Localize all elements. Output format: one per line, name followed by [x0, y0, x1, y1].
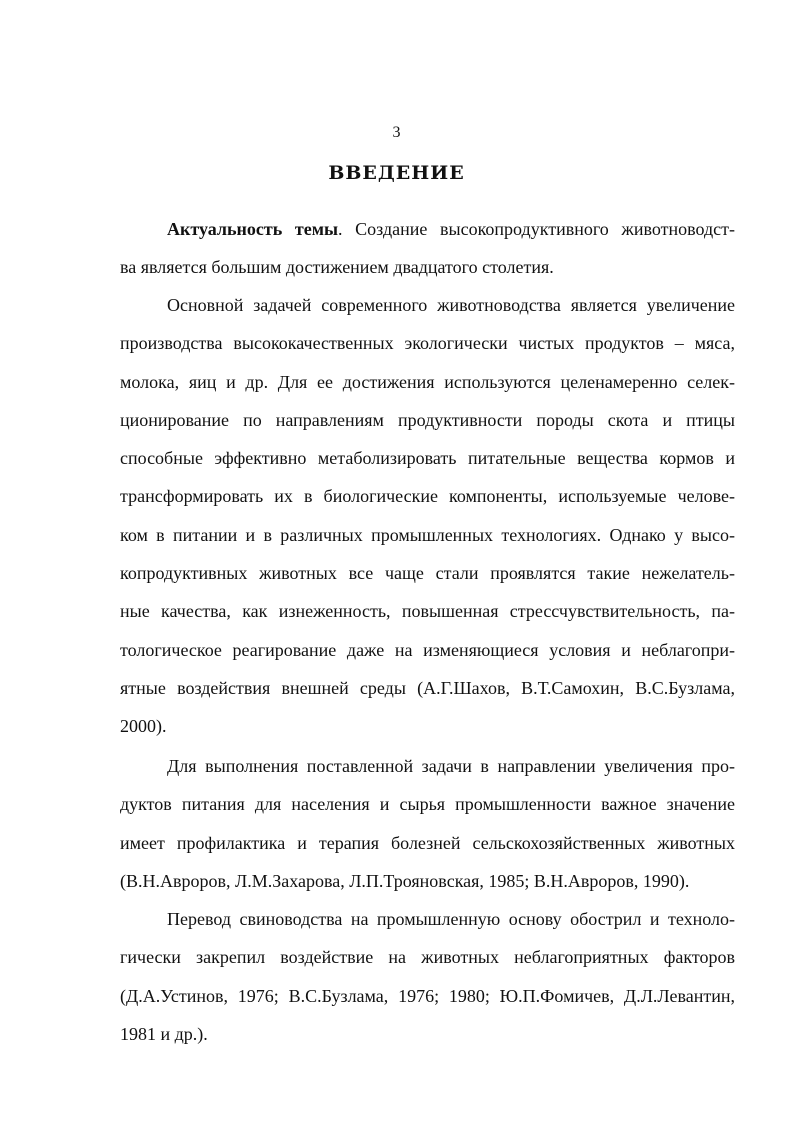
paragraph-pig-farming — [120, 900, 735, 1053]
text-line: ные качества, как изнеженность, повышенная стрессчувствительность, па- — [120, 601, 735, 622]
page-number: 3 — [392, 124, 401, 141]
text-line: 2000). — [120, 716, 167, 737]
text-line: Для выполнения поставленной задачи в направлении увеличения про- — [167, 756, 735, 776]
paragraph-prevention — [120, 747, 735, 900]
text-line: способные эффективно метаболизировать питательные вещества кормов и — [120, 448, 735, 469]
text-line: тологическое реагирование даже на изменяющиеся условия и неблагопри- — [120, 639, 735, 660]
text-line: дуктов питания для населения и сырья промышленности важное значение — [120, 794, 735, 815]
text-line: гически закрепил воздействие на животных неблагоприятных факторов — [120, 947, 735, 968]
text-line: трансформировать их в биологические компоненты, используемые челове- — [120, 486, 735, 507]
bold-lead: Актуальность темы — [167, 219, 339, 239]
text-line: производства высококачественных экологически чистых продуктов – мяса, — [120, 333, 735, 354]
text-line: (В.Н.Авроров, Л.М.Захарова, Л.П.Трояновская, 1985; В.Н.Авроров, 1990). — [120, 870, 690, 891]
text-line: молока, яиц и др. Для ее достижения используются целенамеренно селек- — [120, 371, 735, 392]
text-line: Актуальность темы. Создание высокопродуктивного животноводст- — [167, 219, 735, 239]
text-line: Основной задачей современного животноводства является увеличение — [167, 295, 735, 315]
text-line: копродуктивных животных все чаще стали проявлятся такие нежелатель- — [120, 563, 735, 584]
text-line: ционирование по направлениям продуктивности породы скота и птицы — [120, 409, 735, 430]
paragraph-main-task — [120, 286, 735, 746]
text-line: 1981 и др.). — [120, 1023, 208, 1044]
paragraph-relevance — [120, 210, 735, 287]
text-line: (Д.А.Устинов, 1976; В.С.Бузлама, 1976; 1980; Ю.П.Фомичев, Д.Л.Левантин, — [120, 985, 735, 1006]
text-line: ва является большим достижением двадцатого столетия. — [120, 257, 554, 278]
text-line: имеет профилактика и терапия болезней сельскохозяйственных животных — [120, 832, 735, 853]
section-title: ВВЕДЕНИЕ — [328, 162, 465, 184]
text-line: ятные воздействия внешней среды (А.Г.Шахов, В.Т.Самохин, В.С.Бузлама, — [120, 677, 735, 698]
text-line: Перевод свиноводства на промышленную основу обострил и техноло- — [167, 909, 735, 929]
text-line: ком в питании и в различных промышленных технологиях. Однако у высо- — [120, 524, 735, 545]
